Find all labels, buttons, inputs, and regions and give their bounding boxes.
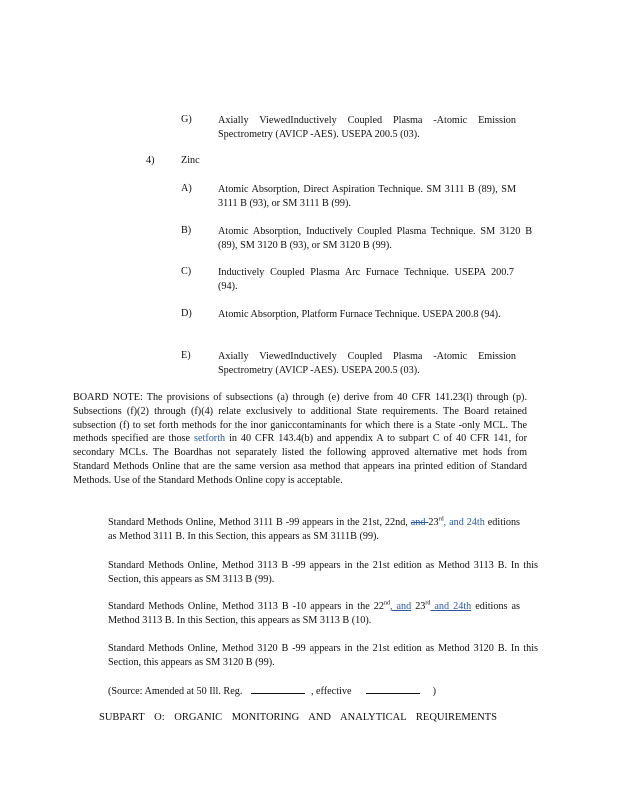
- method-3113b10-insertion-2: and 24th: [430, 601, 472, 612]
- subpart-heading: SUBPART O: ORGANIC MONITORING AND ANALYTICAL REQUIREMENTS: [99, 712, 497, 723]
- method-paragraph-3113b-10: [108, 600, 520, 627]
- method-3111b-text-b: 23: [428, 517, 439, 528]
- board-note-text-2: in 40 CFR 143.4(b) and appendix A to subpart C of 40 CFR 141, for secondary MCLs. The Boardhas not separately listed the following approved alternative met hods from Standard Methods Online that are the same version asa method that appears ina printed edition of Standard Methods. Use of the Standard Methods Online copy is acceptable.: [73, 433, 527, 486]
- board-note-text-1: BOARD NOTE: The provisions of subsections (a) through (e) derive from 40 CFR 141.23(l) through (p). Subsections (f)(2) through (f)(4) relate exclusively to additional State requirements. The Board retained subsection (f) to set forth methods for the inor ganiccontaminants for which there is a State -only MCL. The methods specified are those: [73, 392, 527, 445]
- source-prefix: (Source: Amended at 50 Ill. Reg.: [108, 686, 243, 697]
- method-3113b10-text-a: Standard Methods Online, Method 3113 B -10 appears in the 22: [108, 601, 384, 612]
- method-paragraph-3113b-99: Standard Methods Online, Method 3113 B -99 appears in the 21st edition as Method 3113 B. In this Section, this appears as SM 3113 B (99).: [108, 560, 538, 585]
- method-3111b-deletion: and: [410, 517, 429, 528]
- source-line: [108, 684, 528, 697]
- method-3113b10-text-b: 23: [411, 601, 426, 612]
- item-letter-g: G): [181, 114, 192, 125]
- source-close: ): [432, 686, 436, 697]
- register-blank: [251, 684, 305, 694]
- method-paragraph-3111b: [108, 516, 520, 543]
- method-3113b10-sup-1: nd: [383, 600, 390, 607]
- method-3113b10-text-c: editions as Method 3113 B. In this Section, this appears as SM 3113 B (10).: [108, 601, 521, 626]
- source-effective: , effective: [310, 686, 352, 697]
- method-3111b-text-a: Standard Methods Online, Method 3111 B -99 appears in the 21st, 22nd,: [108, 517, 411, 528]
- method-3111b-sup: rd: [438, 516, 444, 523]
- zinc-heading: Zinc: [181, 155, 200, 166]
- zinc-item-c-letter: C): [181, 266, 192, 277]
- effective-date-blank: [366, 684, 420, 694]
- zinc-item-e-letter: E): [181, 350, 191, 361]
- method-paragraph-3120b: Standard Methods Online, Method 3120 B -99 appears in the 21st edition as Method 3120 B. In this Section, this appears as SM 3120 B (99).: [108, 643, 538, 668]
- zinc-item-b-letter: B): [181, 225, 192, 236]
- zinc-item-e-text: Axially ViewedInductively Coupled Plasma -Atomic Emission Spectrometry (AVICP -AES). USEPA 200.5 (03).: [218, 351, 516, 376]
- board-note: [73, 391, 527, 488]
- zinc-item-b-text: Atomic Absorption, Inductively Coupled Plasma Technique. SM 3120 B (89), SM 3120 B (93), or SM 3120 B (99).: [218, 226, 532, 251]
- zinc-item-a-letter: A): [181, 183, 192, 194]
- method-3113b10-sup-2: rd: [425, 600, 431, 607]
- method-3111b-insertion: , and 24th: [443, 517, 485, 528]
- board-note-insertion: setforth: [194, 433, 226, 445]
- zinc-item-a-text: Atomic Absorption, Direct Aspiration Technique. SM 3111 B (89), SM 3111 B (93), or SM 3111 B (99).: [218, 184, 516, 209]
- zinc-number: 4): [146, 155, 155, 166]
- zinc-item-d-letter: D): [181, 308, 192, 319]
- zinc-item-c-text: Inductively Coupled Plasma Arc Furnace Technique. USEPA 200.7 (94).: [218, 267, 514, 292]
- zinc-item-d-text: Atomic Absorption, Platform Furnace Technique. USEPA 200.8 (94).: [218, 309, 501, 320]
- item-text-g: Axially ViewedInductively Coupled Plasma -Atomic Emission Spectrometry (AVICP -AES). USEPA 200.5 (03).: [218, 115, 516, 140]
- method-3111b-text-c: editions as Method 3111 B. In this Section, this appears as SM 3111B (99).: [108, 517, 521, 542]
- method-3113b10-insertion-1: , and: [389, 601, 412, 612]
